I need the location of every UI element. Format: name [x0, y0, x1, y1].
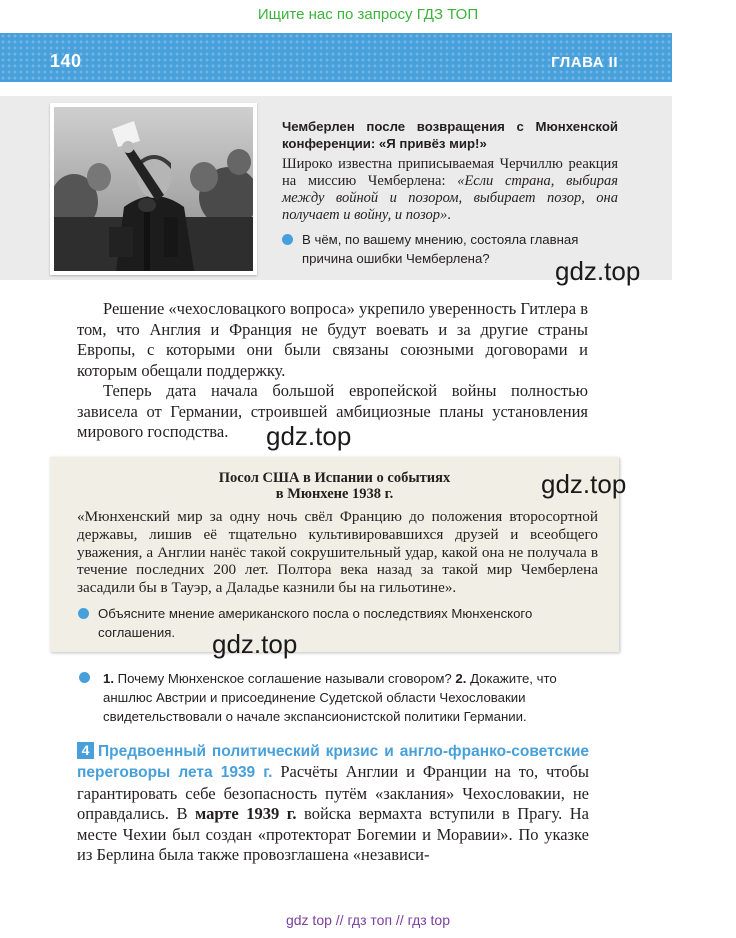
photo-question-text: В чём, по вашему мнению, состояла главная причина ошибки Чемберлена?: [302, 232, 579, 266]
watermark: gdz.top: [212, 629, 298, 659]
churchill-intro: Широко известна приписываемая Черчиллю реакция на миссию Чемберлена:: [282, 156, 618, 189]
question-number-1: 1.: [103, 671, 114, 686]
bullet-icon: [282, 234, 293, 245]
photo-text: [282, 118, 618, 268]
document-callout: [50, 457, 619, 652]
photo-image: [54, 107, 253, 271]
watermark: gdz.top: [266, 421, 352, 451]
document-question-text: Объясните мнение американского посла о последствиях Мюнхенского соглашения.: [98, 606, 533, 640]
churchill-quote: «Если страна, выбирая между войной и позором, выбирает позор, она получает и войну, и позор»: [282, 173, 618, 223]
section-title: Предвоенный политический кризис и англо-франко-советские переговоры лета 1939 г.: [77, 743, 589, 782]
bullet-icon: [79, 672, 90, 683]
section-number-badge: 4: [77, 742, 94, 759]
paragraph-1: [77, 299, 588, 381]
paragraph-2-text: Теперь дата начала большой европейской войны полностью зависела от Германии, строившей амбициозные планы установления мирового господства.: [77, 381, 588, 442]
page-number: 140: [50, 51, 82, 71]
document-question: [78, 604, 598, 642]
top-banner-link[interactable]: Ищите нас по запросу ГДЗ ТОП: [257, 6, 479, 23]
document-quote: «Мюнхенский мир за одну ночь свёл Францию до положения второсортной державы, лишив её тщательно культивировавшихся друзей и всеобщего уважения, а Англии нанёс такой сокрушительный удар, какой она не получала в течение последних 200 лет. Полтора века назад за такой мир Чемберлена засадили бы в Тауэр, а Даладье казнили бы на гильотине».: [77, 508, 598, 597]
quote-end: .: [447, 207, 451, 223]
section-text-1: Расчёты Англии и Франции на то, чтобы гарантировать себе безопасность путём «заклания» Чехословакии, не оправдались. В: [77, 762, 589, 824]
section-4: [77, 741, 589, 865]
document-title: [50, 470, 619, 502]
photo-caption: Чемберлен после возвращения с Мюнхенской конференции: «Я привёз мир!»: [282, 119, 618, 151]
photo-description: [282, 156, 618, 224]
document-title-line2: в Мюнхене 1938 г.: [275, 486, 394, 502]
section-text-2: войска вермахта вступили в Прагу. На месте Чехии был создан «протекторат Богемии и Моравии». По указке из Берлина была также провозглашена «независи-: [77, 804, 589, 865]
section-bold-date: марте 1939 г.: [194, 804, 297, 824]
question-2-text: Докажите, что аншлюс Австрии и присоединение Судетской области Чехословакии свидетельствовали о начале экспансионистской политики Германии.: [103, 671, 557, 724]
bullet-icon: [78, 608, 89, 619]
question-number-2: 2.: [455, 671, 467, 686]
chamberlain-photo: [50, 103, 257, 275]
chapter-label: ГЛАВА II: [551, 54, 618, 71]
paragraph-1-text: Решение «чехословацкого вопроса» укрепило уверенность Гитлера в том, что Англия и Франция не будут воевать и за другие страны Европы, с которыми они были связаны союзными договорами и которым обещали поддержку.: [77, 299, 588, 380]
page-header: [0, 33, 672, 82]
bottom-banner-link[interactable]: gdz top // гдз топ // гдз top: [285, 912, 451, 928]
photo-callout: [0, 96, 672, 280]
watermark: gdz.top: [555, 256, 641, 286]
document-title-line1: Посол США в Испании о событиях: [218, 470, 451, 486]
watermark: gdz.top: [541, 469, 627, 499]
review-questions: [79, 669, 599, 726]
question-1-text: Почему Мюнхенское соглашение называли сговором?: [114, 671, 456, 686]
